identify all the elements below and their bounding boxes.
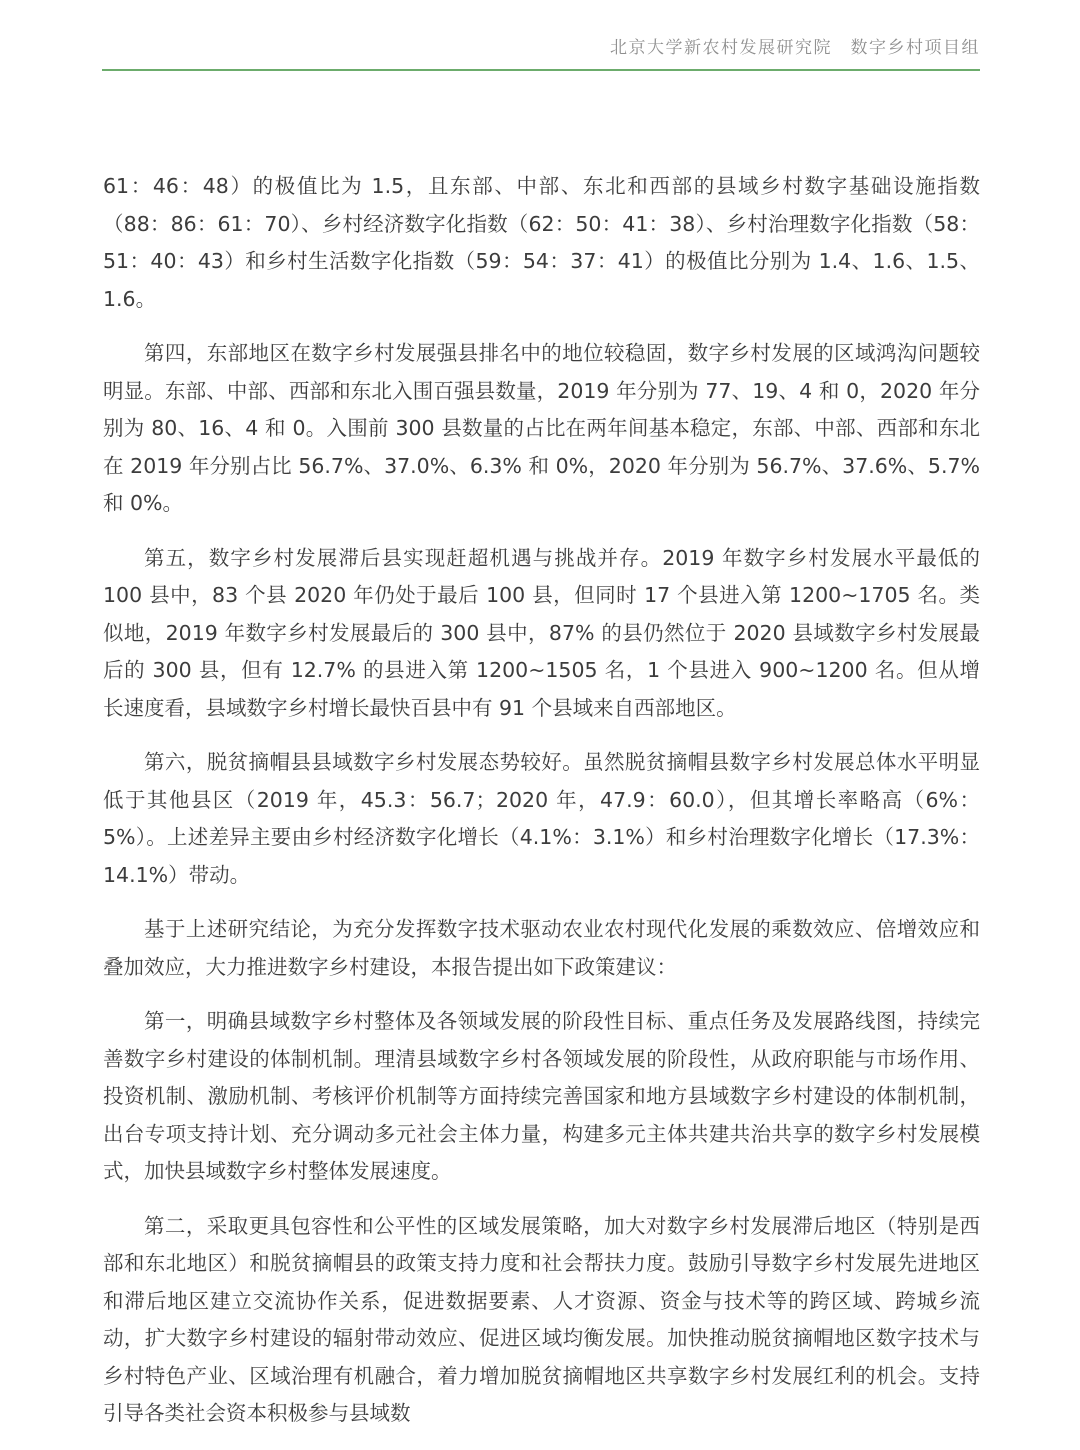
header-rule-divider [102, 69, 980, 71]
paragraph-finding-6: 第六，脱贫摘帽县县域数字乡村发展态势较好。虽然脱贫摘帽县数字乡村发展总体水平明显低于其他县区（2019 年，45.3：56.7；2020 年，47.9：60.0），但其增长率略高（6%：5%）。上述差异主要由乡村经济数字化增长（4.1%：3.1%）和乡村治理数字化增长（17.3%：14.1%）带动。 [103, 750, 980, 887]
paragraph-policy-intro: 基于上述研究结论，为充分发挥数字技术驱动农业农村现代化发展的乘数效应、倍增效应和叠加效应，大力推进数字乡村建设，本报告提出如下政策建议： [103, 917, 980, 979]
page-header-affiliation: 北京大学新农村发展研究院 数字乡村项目组 [610, 38, 980, 58]
paragraph-suggestion-2: 第二，采取更具包容性和公平性的区域发展策略，加大对数字乡村发展滞后地区（特别是西部和东北地区）和脱贫摘帽县的政策支持力度和社会帮扶力度。鼓励引导数字乡村发展先进地区和滞后地区建立交流协作关系，促进数据要素、人才资源、资金与技术等的跨区域、跨城乡流动，扩大数字乡村建设的辐射带动效应、促进区域均衡发展。加快推动脱贫摘帽地区数字技术与乡村特色产业、区域治理有机融合，着力增加脱贫摘帽地区共享数字乡村发展红利的机会。支持引导各类社会资本积极参与县域数 [103, 1213, 980, 1425]
paragraph-finding-5: 第五，数字乡村发展滞后县实现赶超机遇与挑战并存。2019 年数字乡村发展水平最低的 100 县中，83 个县 2020 年仍处于最后 100 县，但同时 17 个县进入第 1200~1705 名。类似地，2019 年数字乡村发展最后的 300 县中，87% 的县仍然位于 2020 县域数字乡村发展最后的 300 县，但有 12.7% 的县进入第 1200~1505 名，1 个县进入 900~1200 名。但从增长速度看，县域数字乡村增长最快百县中有 91 个县域来自西部地区。 [103, 545, 980, 720]
paragraph-finding-4: 第四，东部地区在数字乡村发展强县排名中的地位较稳固，数字乡村发展的区域鸿沟问题较明显。东部、中部、西部和东北入围百强县数量，2019 年分别为 77、19、4 和 0，2020 年分别为 80、16、4 和 0。入围前 300 县数量的占比在两年间基本稳定，东部、中部、西部和东北在 2019 年分别占比 56.7%、37.0%、6.3% 和 0%，2020 年分别为 56.7%、37.6%、5.7% 和 0%。 [103, 341, 980, 515]
paragraph-suggestion-1: 第一，明确县域数字乡村整体及各领域发展的阶段性目标、重点任务及发展路线图，持续完善数字乡村建设的体制机制。理清县域数字乡村各领域发展的阶段性，从政府职能与市场作用、投资机制、激励机制、考核评价机制等方面持续完善国家和地方县域数字乡村建设的体制机制，出台专项支持计划、充分调动多元社会主体力量，构建多元主体共建共治共享的数字乡村发展模式，加快县域数字乡村整体发展速度。 [103, 1009, 980, 1183]
paragraph-continuation: 61：46：48）的极值比为 1.5，且东部、中部、东北和西部的县域乡村数字基础设施指数（88：86：61：70）、乡村经济数字化指数（62：50：41：38）、乡村治理数字化指数（58：51：40：43）和乡村生活数字化指数（59：54：37：41）的极值比分别为 1.4、1.6、1.5、1.6。 [103, 174, 980, 311]
report-body [103, 168, 980, 1450]
